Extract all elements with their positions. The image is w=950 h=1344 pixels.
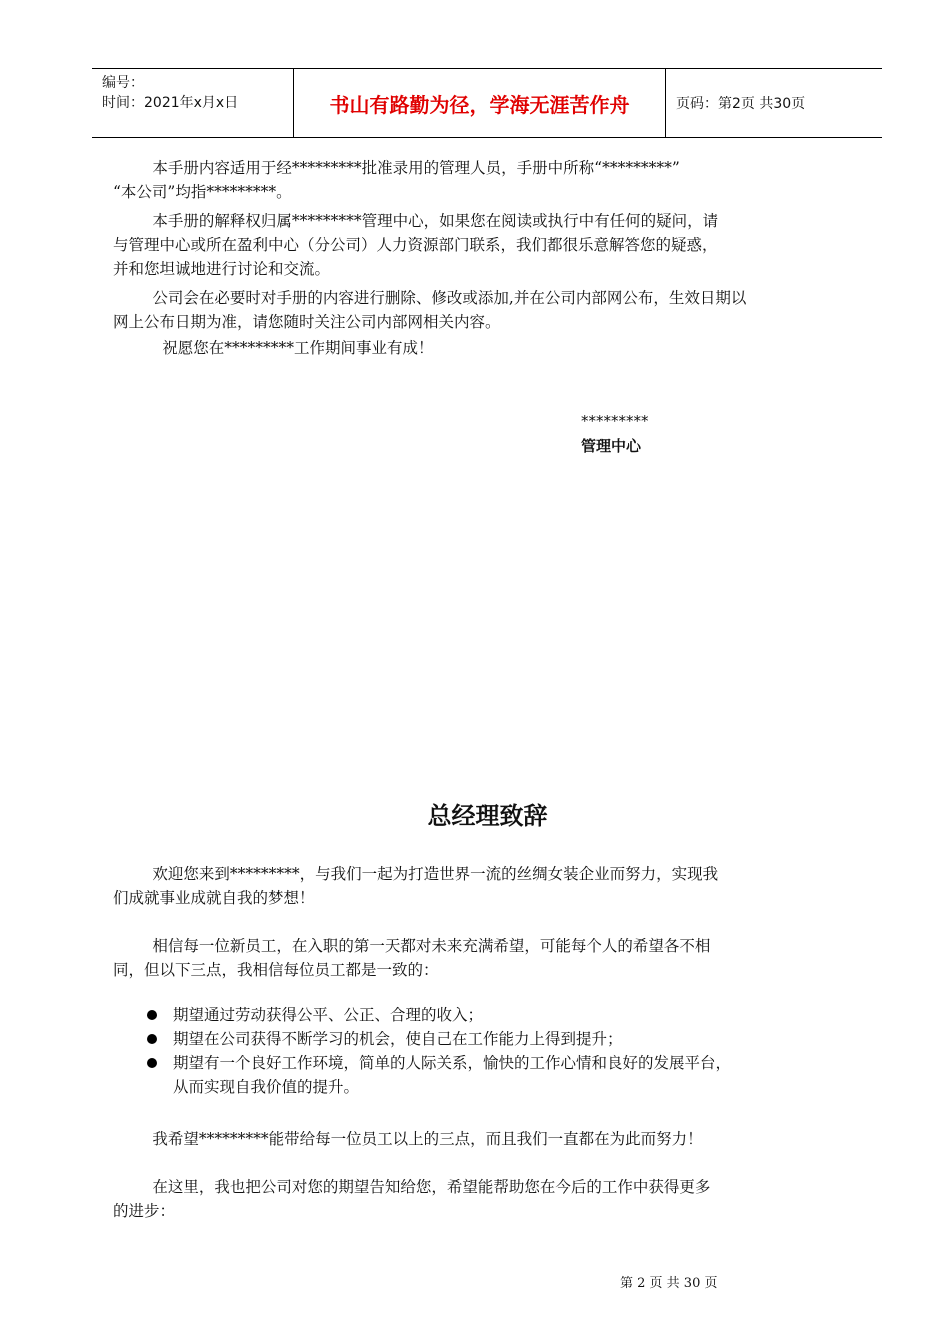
speech-paragraph-3: 我希望*********能带给每一位员工以上的三点，而且我们一直都在为此而努力！ <box>113 1130 703 1148</box>
speech-paragraph-1: 欢迎您来到*********，与我们一起为打造世界一流的丝绸女装企业而努力，实现我 们成就事业成就自我的梦想！ <box>113 865 719 907</box>
intro-paragraph-3: 公司会在必要时对手册的内容进行删除、修改或添加,并在公司内部网公布，生效日期以 网上公布日期为准，请您随时关注公司内部网相关内容。 <box>113 289 747 331</box>
header-page-info: 页码：第2页 共30页 <box>676 96 806 112</box>
list-item: 期望在公司获得不断学习的机会，使自己在工作能力上得到提升； <box>147 1027 887 1051</box>
header-meta-cell <box>92 69 293 137</box>
bullet-icon <box>147 1058 157 1068</box>
signature-company: ********* <box>581 412 649 430</box>
list-item: 期望有一个良好工作环境，简单的人际关系，愉快的工作心情和良好的发展平台， 从而实现自我价值的提升。 <box>147 1051 887 1099</box>
header-motto: 书山有路勤为径，学海无涯苦作舟 <box>293 69 666 137</box>
bullet-icon <box>147 1010 157 1020</box>
signature-dept: 管理中心 <box>581 437 642 455</box>
speech-paragraph-2: 相信每一位新员工，在入职的第一天都对未来充满希望，可能每个人的希望各不相 同，但以下三点，我相信每位员工都是一致的： <box>113 937 711 979</box>
intro-paragraph-2: 本手册的解释权归属*********管理中心，如果您在阅读或执行中有任何的疑问，请 与管理中心或所在盈利中心（分公司）人力资源部门联系，我们都很乐意解答您的疑惑， 并和您坦诚地进行讨论和交流。 <box>113 212 719 278</box>
intro-paragraph-1: 本手册内容适用于经*********批准录用的管理人员，手册中所称“*********” “本公司”均指*********。 <box>113 159 680 201</box>
list-item: 期望通过劳动获得公平、公正、合理的收入； <box>147 1003 887 1027</box>
expectation-list <box>147 1003 887 1099</box>
document-header <box>92 68 882 138</box>
bullet-icon <box>147 1034 157 1044</box>
intro-paragraph-4: 祝愿您在*********工作期间事业有成！ <box>113 339 434 357</box>
page-footer: 第 2 页 共 30 页 <box>620 1276 718 1291</box>
speech-title: 总经理致辞 <box>427 802 548 830</box>
number-label: 编号： <box>102 75 144 91</box>
time-label: 时间：2021年x月x日 <box>102 95 239 111</box>
speech-paragraph-4: 在这里，我也把公司对您的期望告知给您，希望能帮助您在今后的工作中获得更多 的进步： <box>113 1178 711 1220</box>
